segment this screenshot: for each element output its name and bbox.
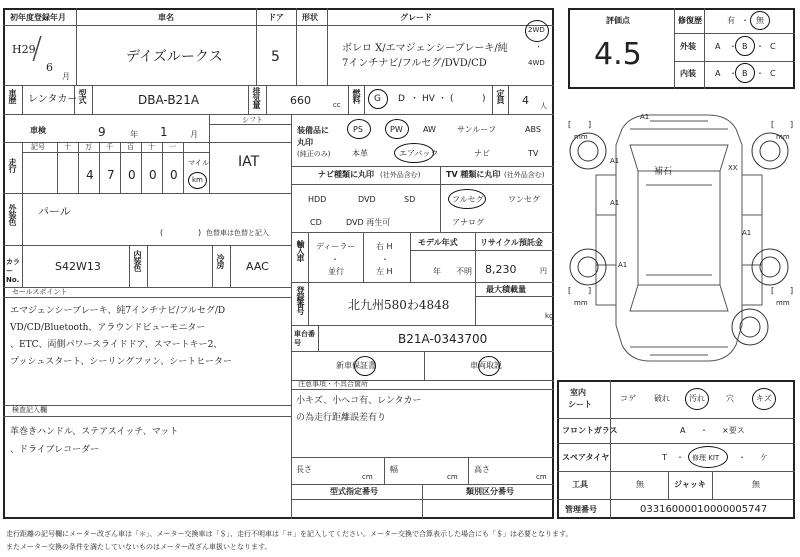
interior-label: 内装 — [680, 69, 696, 78]
management-value: 03316000010000005747 — [640, 504, 768, 515]
fuel-paren-open: ( — [450, 94, 454, 104]
interior-a: A — [715, 69, 721, 78]
glass-replace: ×要ス — [722, 426, 745, 435]
equip-tv: TV — [528, 149, 539, 158]
class-label: 類別区分番号 — [466, 487, 514, 496]
glass-label: フロントガラス — [562, 426, 618, 435]
first-reg-month-unit: 月 — [62, 72, 70, 81]
seat-label-2: シート — [568, 400, 592, 409]
import-dot2: ・ — [381, 255, 389, 264]
drive-dot: ・ — [535, 43, 542, 51]
notes-line-2: の為走行距離誤差有り — [296, 413, 387, 423]
capacity-unit: 人 — [540, 102, 547, 110]
tv-label: TV 種類に丸印 — [446, 170, 501, 179]
spare-dot1: ・ — [676, 453, 684, 462]
car-damage-diagram — [560, 105, 798, 377]
diagram-mm-tl: mm — [574, 133, 588, 141]
import-left-h: 左 H — [376, 267, 393, 276]
new-car-warranty: 新車保証書 — [336, 361, 376, 370]
color-note-tail: 色替車は色替と記入 — [206, 229, 269, 237]
displacement: 660 — [290, 94, 311, 107]
diagram-bracket-br-close: ] — [790, 286, 794, 295]
shift-label: シフト — [242, 116, 263, 124]
seat-stain: 汚れ — [689, 394, 705, 403]
tools-label: 工具 — [572, 480, 588, 489]
first-reg-era: H29 — [12, 43, 36, 56]
model-year-unknown: 不明 — [456, 267, 472, 276]
first-reg-label: 初年度登録年月 — [10, 13, 66, 22]
capacity: 4 — [522, 94, 529, 107]
grade-line1: ボレロ X/エマジェンシーブレーキ/純 — [342, 43, 508, 54]
interior-dot1: ・ — [729, 69, 737, 78]
sales-point-line-3: 、ETC、両側パワースライドドア、スマートキー2、 — [10, 340, 223, 350]
model-year-label: モデル年式 — [418, 238, 458, 247]
model-year-unit: 年 — [433, 267, 441, 276]
import-parallel: 並行 — [328, 267, 344, 276]
max-load-unit: kg — [545, 312, 554, 320]
spare-dot2: ・ — [738, 453, 746, 462]
doors: 5 — [271, 49, 280, 65]
tools-value: 無 — [636, 480, 644, 489]
tv-label-small: (社外品含む) — [504, 171, 545, 179]
model-label: 型式 — [78, 89, 87, 103]
spare-none: ケ — [760, 453, 768, 462]
exterior-b: B — [742, 42, 748, 51]
grade-label: グレード — [400, 13, 432, 22]
mileage-unit-6: 一 — [169, 143, 176, 151]
color-code-value: S42W13 — [55, 260, 101, 273]
diagram-bracket-bl-close: ] — [588, 286, 592, 295]
equip-pw: PW — [390, 125, 403, 134]
height-label: 高さ — [474, 465, 490, 474]
equip-ps: PS — [353, 125, 363, 134]
equip-abs: ABS — [525, 125, 541, 134]
equip-sunroof: サンルーフ — [457, 125, 496, 134]
exterior-c: C — [770, 42, 776, 51]
length-unit: cm — [362, 473, 373, 481]
inspector-line-1: 革巻きハンドル、ステアスイッチ、マット — [10, 427, 179, 437]
history-value: レンタカー — [28, 94, 78, 105]
length-label: 長さ — [296, 465, 312, 474]
ac-label: 冷房 — [216, 254, 225, 268]
inspector-label: 検査記入欄 — [12, 406, 47, 414]
tv-oneseg: ワンセグ — [508, 195, 540, 204]
width-unit: cm — [447, 473, 458, 481]
interior-b: B — [742, 69, 748, 78]
inspection-year: 9 — [98, 125, 106, 139]
mark-a1-rear: A1 — [618, 261, 628, 269]
jack-label: ジャッキ — [674, 480, 706, 489]
mileage-label: 走行 — [8, 158, 17, 172]
import-dealer: ディーラー — [316, 242, 356, 251]
equip-aw: AW — [423, 125, 436, 134]
diagram-mm-br: mm — [776, 299, 790, 307]
mileage-digit-1: 4 — [86, 168, 94, 182]
diagram-bracket-br-open: [ — [771, 286, 775, 295]
repair-label: 修復歴 — [678, 16, 702, 25]
footer-line-2: またメーター交換の条件を満たしていないものはメーター改ざん車扱いとなります。 — [6, 543, 272, 551]
seat-hole: 穴 — [726, 394, 734, 403]
seat-label-1: 室内 — [570, 388, 586, 397]
seat-tear: 破れ — [654, 394, 670, 403]
color-note-open: ( — [160, 228, 164, 237]
repair-sep: ・ — [741, 16, 749, 25]
seat-scratch: キズ — [756, 394, 772, 403]
fuel-d: D — [398, 94, 405, 104]
nav-label: ナビ種類に丸印 — [318, 170, 374, 179]
mileage-km: km — [192, 176, 203, 184]
mileage-mile-label: マイル — [188, 159, 209, 167]
mileage-digit-4: 0 — [149, 168, 157, 182]
score-value: 4.5 — [594, 37, 642, 72]
inspection-year-unit: 年 — [130, 130, 138, 139]
first-reg-month: 6 — [46, 61, 53, 74]
first-reg-slash: / — [32, 31, 43, 66]
inspection-month-unit: 月 — [190, 130, 198, 139]
interior-color-label: 内装色 — [133, 250, 142, 271]
registration-label: 登録番号 — [296, 286, 305, 314]
door-label: ドア — [268, 13, 284, 22]
notes-line-1: 小キズ、小ヘコ有、レンタカー — [296, 396, 422, 406]
mark-xx: XX — [728, 164, 738, 172]
jack-value: 無 — [752, 480, 760, 489]
footer-line-1: 走行距離の記号欄にメーター改ざん車は「＊」、メーター交換車は「＄」、走行不明車は「＃」を記入してください。メーター交換で合算表示した場合にも「＄」は必要となります。 — [6, 530, 573, 538]
seat-burn: コゲ — [620, 394, 636, 403]
grade-line2: 7インチナビ/フルセグ/DVD/CD — [342, 58, 487, 69]
tv-fullseg: フルセグ — [452, 195, 484, 204]
recycle-value: 8,230 — [485, 263, 517, 276]
spare-t: T — [662, 453, 667, 462]
mileage-digit-2: 7 — [107, 168, 115, 182]
mileage-sign-label: 記号 — [31, 143, 45, 151]
diagram-bracket-tl-open: [ — [568, 120, 572, 129]
fuel-label: 燃料 — [352, 89, 361, 103]
exterior-dot1: ・ — [729, 42, 737, 51]
diagram-bracket-bl-open: [ — [568, 286, 572, 295]
equip-airbag: エアバック — [399, 149, 439, 158]
management-label: 管理番号 — [565, 505, 597, 514]
color-label: 外装色 — [8, 204, 17, 225]
recycle-unit: 円 — [540, 267, 547, 275]
type-cert-label: 型式指定番号 — [330, 487, 378, 496]
nav-sd: SD — [404, 195, 416, 204]
exterior-a: A — [715, 42, 721, 51]
diagram-mm-bl: mm — [574, 299, 588, 307]
mileage-unit-2: 万 — [85, 143, 92, 151]
mileage-unit-3: 千 — [106, 143, 113, 151]
nav-dvd: DVD — [358, 195, 376, 204]
capacity-label: 定員 — [496, 89, 505, 103]
nav-label-small: (社外品含む) — [380, 171, 421, 179]
exterior-label: 外装 — [680, 42, 696, 51]
mark-a1-right: A1 — [742, 229, 752, 237]
sales-point-label: セールスポイント — [12, 288, 68, 296]
diagram-bracket-tl-close: ] — [588, 120, 592, 129]
inspection-month: 1 — [160, 125, 168, 139]
inspection-label: 車検 — [30, 126, 46, 135]
diagram-center-note: 補石 — [654, 167, 673, 177]
drive-4wd: 4WD — [528, 59, 545, 67]
diagram-bracket-tr-open: [ — [771, 120, 775, 129]
shift: IAT — [238, 154, 260, 170]
history-label: 車歴 — [8, 89, 17, 103]
fuel-dot: ・ — [410, 94, 420, 104]
equipment-label-1: 装備品に — [297, 126, 329, 135]
model-value: DBA-B21A — [138, 93, 200, 107]
fuel-dot2: ・ — [438, 94, 448, 104]
glass-a: A — [680, 426, 686, 435]
max-load-label: 最大積載量 — [486, 285, 526, 294]
repair-no: 無 — [756, 16, 764, 25]
inspector-line-2: 、ドライブレコーダー — [10, 445, 100, 455]
equip-navi: ナビ — [474, 149, 490, 158]
mileage-digit-3: 0 — [128, 168, 136, 182]
mark-a1-left: A1 — [610, 157, 620, 165]
ac-value: AAC — [246, 260, 269, 273]
fuel-g: G — [374, 94, 381, 104]
interior-dot2: ・ — [756, 69, 764, 78]
notes-label: 注意事項・不具合箇所 — [298, 380, 368, 388]
color-code-label: カラーNo. — [6, 258, 20, 284]
sales-point-line-4: プッシュスタート、シーリングファン、シートヒーター — [10, 357, 232, 367]
drive-2wd: 2WD — [528, 26, 545, 34]
color-value: パール — [38, 205, 71, 218]
spare-kit: 修理 KIT — [692, 454, 720, 462]
nav-hdd: HDD — [308, 195, 327, 204]
equipment-label-3: (純正のみ) — [297, 150, 331, 158]
nav-cd: CD — [310, 218, 322, 227]
mark-a1-top: A1 — [640, 113, 650, 121]
mileage-unit-1: 十 — [64, 143, 71, 151]
fuel-paren-close: ) — [482, 94, 486, 104]
mileage-unit-4: 百 — [127, 143, 134, 151]
fuel-hv: HV — [422, 94, 435, 104]
displacement-label: 排気量 — [252, 87, 261, 108]
sales-point-line-1: エマジェンシーブレーキ、純7インチナビ/フルセグ/D — [10, 306, 226, 316]
tv-analog: アナログ — [452, 218, 484, 227]
score-label: 評価点 — [606, 16, 630, 25]
color-note-close: ) — [198, 228, 202, 237]
mileage-unit-5: 十 — [148, 143, 155, 151]
spare-label: スペアタイヤ — [562, 453, 610, 462]
shape-label: 形状 — [302, 13, 318, 22]
chassis-value: B21A-0343700 — [398, 332, 488, 346]
registration-value: 北九州580わ4848 — [348, 298, 450, 312]
import-dot: ・ — [331, 255, 339, 264]
import-label: 輸入車 — [296, 240, 305, 261]
car-name: デイズルークス — [126, 49, 223, 65]
import-right-h: 右 H — [376, 242, 393, 251]
interior-c: C — [770, 69, 776, 78]
width-label: 幅 — [390, 465, 398, 474]
vehicle-manual: 車両取説 — [470, 361, 502, 370]
mark-a1-mid: A1 — [610, 199, 620, 207]
mileage-digit-5: 0 — [170, 168, 178, 182]
height-unit: cm — [536, 473, 547, 481]
recycle-label: リサイクル預託金 — [480, 238, 543, 247]
equip-leather: 本革 — [352, 149, 368, 158]
glass-dot: ・ — [700, 426, 708, 435]
diagram-bracket-tr-close: ] — [790, 120, 794, 129]
car-name-label: 車名 — [158, 13, 174, 22]
exterior-dot2: ・ — [756, 42, 764, 51]
equipment-label-2: 丸印 — [297, 138, 313, 147]
nav-dvd-play: DVD 再生可 — [346, 218, 391, 227]
sales-point-line-2: VD/CD/Bluetooth、アラウンドビューモニター — [10, 323, 206, 333]
displacement-unit: cc — [333, 101, 341, 109]
repair-yes: 有 — [727, 16, 735, 25]
chassis-label: 車台番号 — [294, 330, 315, 347]
diagram-mm-tr: mm — [776, 133, 790, 141]
